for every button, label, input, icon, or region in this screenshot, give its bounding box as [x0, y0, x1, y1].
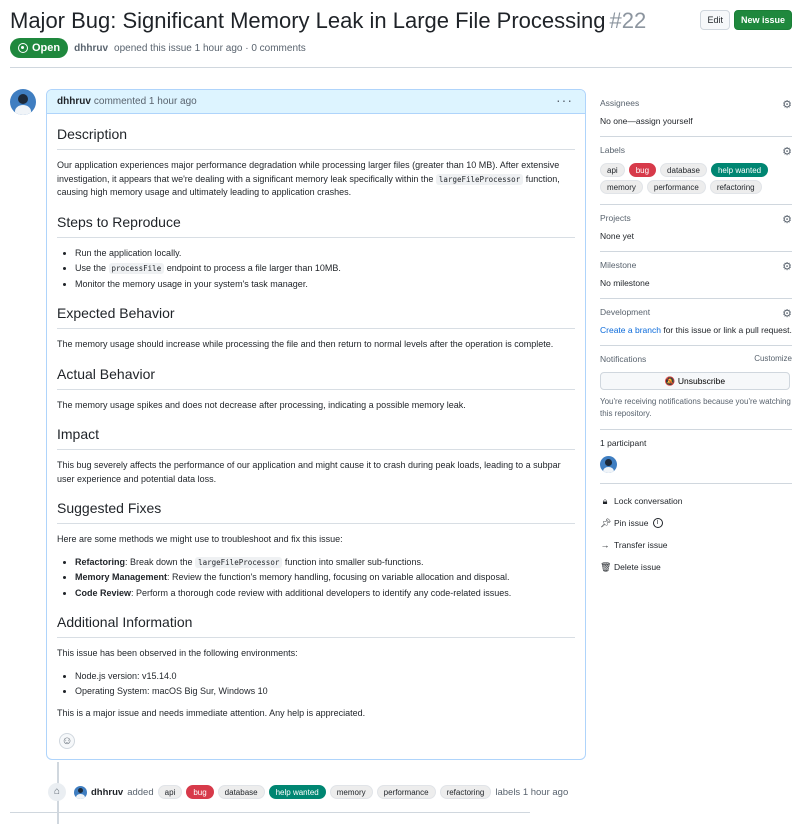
projects-section — [600, 205, 792, 252]
description-text-2: function, causing high memory usage and ultimately leading to application crashes. — [57, 173, 560, 197]
label-performance[interactable]: performance — [647, 180, 706, 194]
fix3-title: Code Review — [75, 587, 132, 598]
participants-section — [600, 430, 792, 484]
edit-button[interactable]: Edit — [700, 10, 730, 30]
heading-fixes: Suggested Fixes — [57, 498, 575, 524]
customize-link[interactable]: Customize — [754, 354, 792, 363]
list-item: • Node.js version: v15.14.0 — [75, 670, 575, 684]
gear-icon[interactable]: ⚙ — [782, 261, 792, 273]
delete-label: Delete issue — [614, 562, 661, 573]
status-badge — [10, 38, 68, 58]
heading-additional: Additional Information — [57, 612, 575, 638]
fix2-title: Memory Management — [75, 572, 168, 582]
timeline-labels-time: labels 1 hour ago — [495, 786, 569, 798]
trash-icon: 🗑︎ — [600, 561, 612, 572]
additional-paragraph: This issue has been observed in the following environments: — [57, 648, 298, 658]
fix1-text-c: function into smaller sub-functions. — [284, 556, 424, 567]
gear-icon[interactable]: ⚙ — [782, 308, 792, 320]
smiley-icon[interactable]: ☺ — [59, 733, 75, 749]
labels-section — [600, 137, 792, 205]
issue-title — [10, 8, 646, 34]
comment-menu-icon[interactable]: ··· — [556, 92, 573, 108]
fix1-text-a: : Break down the — [125, 556, 193, 567]
label-memory[interactable]: memory — [600, 180, 643, 194]
projects-value: None yet — [600, 231, 635, 241]
arrow-right-icon: → — [600, 540, 610, 551]
heading-impact: Impact — [57, 424, 575, 450]
label-help-wanted[interactable]: help wanted — [711, 163, 768, 177]
fixes-list — [75, 556, 575, 601]
expected-paragraph: The memory usage should increase while processing the file and then return to normal levels after the operation is complete. — [57, 339, 554, 349]
issue-actions — [600, 484, 792, 578]
timeline-divider — [10, 812, 530, 813]
label-performance[interactable]: performance — [377, 785, 436, 799]
create-branch-link[interactable]: Create a branch — [600, 325, 661, 335]
labels-list — [600, 163, 792, 194]
development-section — [600, 299, 792, 346]
issue-comment — [46, 89, 586, 760]
list-item: • Monitor the memory usage in your system's task manager. — [75, 278, 575, 292]
assignees-value[interactable]: No one—assign yourself — [600, 116, 693, 126]
issue-header — [10, 6, 792, 68]
label-database[interactable]: database — [218, 785, 265, 799]
step2-text-a: Use the — [75, 263, 107, 273]
unsubscribe-label: Unsubscribe — [677, 376, 726, 386]
timeline-author-link[interactable]: dhhruv — [91, 786, 124, 798]
heading-steps: Steps to Reproduce — [57, 212, 575, 238]
timeline-label-event — [48, 783, 568, 801]
heading-expected: Expected Behavior — [57, 303, 575, 329]
timeline-added-text: added — [127, 786, 154, 798]
transfer-label: Transfer issue — [614, 540, 668, 551]
development-text: for this issue or link a pull request. — [663, 325, 792, 335]
fix1-title: Refactoring — [75, 556, 126, 567]
issue-sidebar — [600, 90, 792, 578]
code-largefileprocessor: largeFileProcessor — [436, 174, 523, 185]
fix3-text: : Perform a thorough code review with additional developers to identify any code-related issues. — [131, 587, 512, 598]
transfer-issue-action[interactable] — [600, 534, 792, 556]
participants-title: 1 participant — [600, 438, 647, 449]
pin-issue-action[interactable] — [600, 512, 792, 534]
label-memory[interactable]: memory — [330, 785, 373, 799]
fix2-text: : Review the function's memory handling, focusing on variable allocation and disposal. — [167, 572, 510, 582]
closing-paragraph: This is a major issue and needs immediate attention. Any help is appreciated. — [57, 707, 366, 718]
unsubscribe-button[interactable] — [600, 372, 790, 390]
milestone-value: No milestone — [600, 278, 650, 288]
issue-title-text: Major Bug: Significant Memory Leak in Large File Processing — [10, 8, 606, 33]
comment-header — [47, 90, 585, 114]
tag-icon: ⌂ — [48, 783, 66, 801]
issue-number: #22 — [609, 8, 647, 33]
gear-icon[interactable]: ⚙ — [782, 146, 792, 158]
list-item — [75, 556, 575, 570]
env-list — [75, 670, 575, 699]
notifications-title: Notifications — [600, 354, 647, 364]
delete-issue-action[interactable] — [600, 556, 792, 578]
notifications-note: You're receiving notifications because you're watching this repository. — [600, 397, 791, 418]
avatar[interactable] — [10, 89, 36, 115]
assignees-section — [600, 90, 792, 137]
avatar[interactable] — [600, 456, 617, 473]
bell-slash-icon: 🔕 — [664, 376, 676, 386]
list-item: • Run the application locally. — [75, 247, 575, 261]
label-api[interactable]: api — [600, 163, 625, 177]
projects-title: Projects — [600, 213, 631, 223]
fixes-paragraph: Here are some methods we might use to troubleshoot and fix this issue: — [57, 534, 343, 544]
lock-conversation-action[interactable] — [600, 490, 792, 512]
notifications-section — [600, 346, 792, 430]
milestone-title: Milestone — [600, 260, 637, 270]
label-bug[interactable]: bug — [629, 163, 656, 177]
list-item: • Operating System: macOS Big Sur, Windows 10 — [75, 685, 575, 699]
opened-text: opened this issue 1 hour ago · 0 comments — [114, 42, 306, 54]
avatar[interactable] — [74, 786, 87, 799]
header-actions — [700, 10, 792, 30]
gear-icon[interactable]: ⚙ — [782, 99, 792, 111]
development-title: Development — [600, 307, 651, 317]
label-help-wanted[interactable]: help wanted — [269, 785, 326, 799]
comment-body — [47, 114, 585, 739]
description-text-1: Our application experiences major performance degradation while processing larger files (greater than 10 MB). After extensive investigation, it appears that we're dealing with a significant memory leak specifically within the — [57, 160, 560, 184]
assignees-title: Assignees — [600, 98, 640, 108]
comment-author-link[interactable]: dhhruv — [57, 96, 91, 107]
label-database[interactable]: database — [660, 163, 707, 177]
status-label: Open — [32, 42, 61, 54]
label-refactoring[interactable]: refactoring — [710, 180, 762, 194]
labels-title: Labels — [600, 145, 626, 155]
label-bug[interactable]: bug — [186, 785, 213, 799]
lock-icon: 🔒︎ — [602, 495, 608, 506]
steps-list — [75, 247, 575, 292]
description-paragraph — [57, 159, 575, 200]
list-item — [75, 587, 575, 601]
impact-paragraph: This bug severely affects the performance of our application and might cause it to crash during peak loads, leading to a subpar user experience and potential data loss. — [57, 460, 561, 484]
step2-text-b: endpoint to process a file larger than 10MB. — [166, 263, 341, 273]
code-largefileprocessor-2: largeFileProcessor — [195, 557, 282, 568]
issue-author-link[interactable]: dhhruv — [74, 42, 109, 54]
label-refactoring[interactable]: refactoring — [440, 785, 492, 799]
issue-meta — [10, 38, 306, 58]
actual-paragraph: The memory usage spikes and does not decrease after processing, indicating a possible memory leak. — [57, 399, 466, 410]
pin-icon: 📌︎ — [600, 517, 612, 528]
new-issue-button[interactable]: New issue — [734, 10, 792, 30]
lock-label: Lock conversation — [614, 496, 683, 507]
pin-label: Pin issue — [614, 518, 649, 529]
development-value — [600, 325, 792, 335]
issue-open-icon — [18, 43, 28, 53]
heading-description: Description — [57, 124, 575, 150]
list-item — [75, 262, 575, 276]
info-icon[interactable]: i — [653, 518, 663, 528]
milestone-section — [600, 252, 792, 299]
gear-icon[interactable]: ⚙ — [782, 214, 792, 226]
list-item — [75, 571, 575, 585]
heading-actual: Actual Behavior — [57, 364, 575, 390]
label-api[interactable]: api — [158, 785, 183, 799]
comment-time[interactable]: commented 1 hour ago — [93, 96, 197, 107]
code-processfile: processFile — [109, 263, 165, 274]
